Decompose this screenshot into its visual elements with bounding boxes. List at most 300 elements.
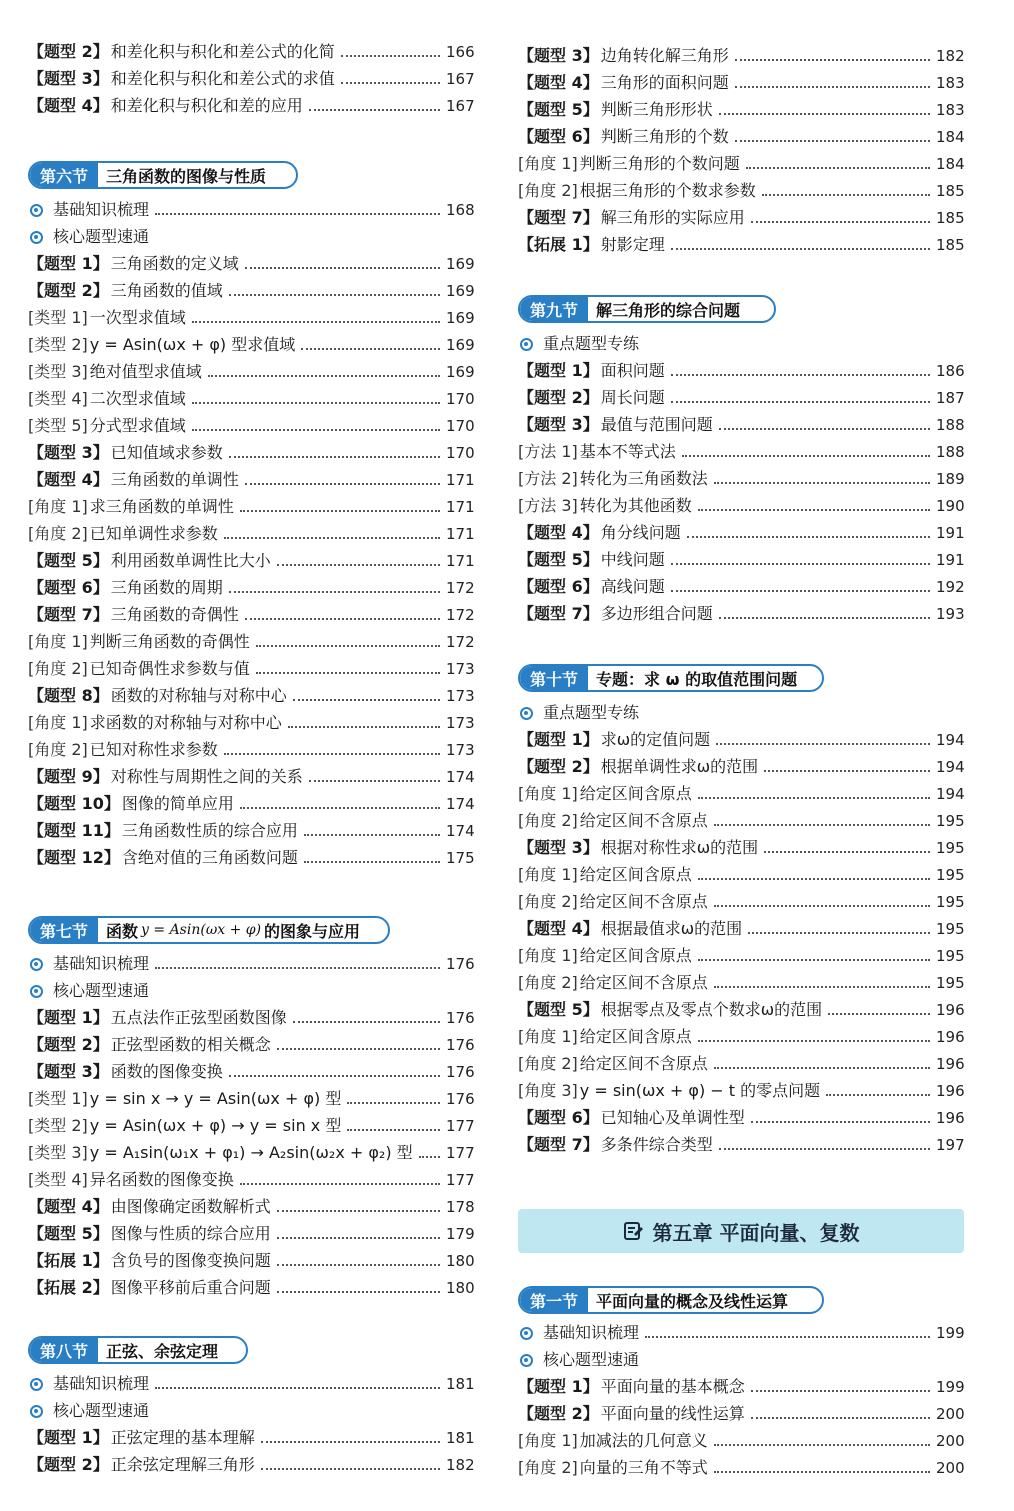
toc-entry[interactable]	[518, 1075, 964, 1101]
entry-page-number: 195	[936, 947, 965, 965]
dot-leader	[208, 375, 440, 377]
toc-entry[interactable]	[518, 355, 964, 381]
toc-entry[interactable]	[28, 626, 474, 652]
toc-entry[interactable]	[518, 517, 964, 543]
entry-page-number: 173	[446, 687, 475, 705]
entry-title: 三角函数性质的综合应用	[121, 821, 298, 840]
entry-tag: [类型 2]	[28, 1116, 88, 1135]
entry-title: 正弦型函数的相关概念	[110, 1035, 271, 1054]
toc-entry[interactable]	[518, 67, 964, 93]
toc-entry[interactable]	[518, 778, 964, 804]
toc-entry[interactable]	[518, 967, 964, 993]
section-number: 第一节	[520, 1288, 588, 1312]
entry-title: 对称性与周期性之间的关系	[110, 767, 303, 786]
entry-page-number: 194	[936, 785, 965, 803]
dot-leader	[671, 563, 930, 565]
entry-tag: [角度 1]	[518, 784, 578, 803]
dot-leader	[309, 780, 440, 782]
entry-page-number: 176	[446, 1036, 475, 1054]
entry-title: 根据最值求ω的范围	[600, 919, 743, 938]
toc-entry[interactable]	[28, 572, 474, 598]
entry-page-number: 196	[936, 1001, 965, 1019]
entry-title: 已知对称性求参数	[89, 740, 218, 759]
dot-leader	[645, 1336, 930, 1338]
entry-page-number: 177	[446, 1117, 475, 1135]
entry-tag: 【题型 4】	[518, 523, 599, 542]
toc-entry[interactable]	[28, 1083, 474, 1109]
toc-entry[interactable]	[28, 194, 474, 220]
circle-bullet-icon	[30, 958, 43, 971]
entry-page-number: 190	[936, 497, 965, 515]
entry-title: 三角函数的定义域	[110, 254, 239, 273]
entry-tag: 【题型 6】	[28, 578, 109, 597]
toc-entry[interactable]	[518, 382, 964, 408]
entry-page-number: 188	[936, 443, 965, 461]
dot-leader	[245, 618, 440, 620]
entry-title: 射影定理	[600, 235, 665, 254]
toc-entry[interactable]	[28, 1272, 474, 1298]
toc-entry[interactable]	[518, 571, 964, 597]
entry-page-number: 185	[936, 182, 965, 200]
toc-entry[interactable]	[518, 1317, 964, 1343]
dot-leader	[229, 456, 440, 458]
toc-entry[interactable]	[518, 94, 964, 120]
dot-leader	[746, 167, 930, 169]
toc-entry[interactable]	[28, 302, 474, 328]
entry-page-number: 195	[936, 974, 965, 992]
entry-tag: 【题型 7】	[518, 1135, 599, 1154]
entry-page-number: 182	[936, 47, 965, 65]
entry-tag: 【题型 5】	[28, 551, 109, 570]
dot-leader	[277, 564, 440, 566]
dot-leader	[751, 1390, 930, 1392]
entry-tag: [角度 2]	[28, 524, 88, 543]
entry-page-number: 171	[446, 525, 475, 543]
toc-entry[interactable]	[28, 1395, 474, 1421]
entry-tag: 【题型 4】	[28, 470, 109, 489]
entry-tag: [角度 3]	[518, 1081, 578, 1100]
dot-leader	[256, 645, 440, 647]
entry-title: 和差化积与积化和差公式的求值	[110, 69, 335, 88]
toc-entry[interactable]	[518, 1048, 964, 1074]
entry-title: 基础知识梳理	[543, 1323, 640, 1342]
entry-tag: 【题型 8】	[28, 686, 109, 705]
entry-page-number: 187	[936, 389, 965, 407]
toc-entry[interactable]	[518, 1425, 964, 1451]
entry-title: 给定区间不含原点	[579, 1054, 708, 1073]
entry-title: 核心题型速通	[53, 227, 150, 246]
entry-page-number: 169	[446, 282, 475, 300]
dot-leader	[719, 617, 930, 619]
entry-title: 重点题型专练	[543, 703, 640, 722]
toc-entry[interactable]	[518, 121, 964, 147]
dot-leader	[716, 743, 930, 745]
dot-leader	[224, 537, 440, 539]
entry-title: 含负号的图像变换问题	[110, 1251, 271, 1270]
toc-entry[interactable]	[28, 329, 474, 355]
toc-entry[interactable]	[518, 697, 964, 723]
entry-title: 边角转化解三角形	[600, 46, 729, 65]
toc-entry[interactable]	[28, 734, 474, 760]
chapter-banner	[518, 1209, 964, 1253]
entry-tag: [类型 3]	[28, 362, 88, 381]
circle-bullet-icon	[520, 338, 533, 351]
entry-page-number: 168	[446, 201, 475, 219]
entry-tag: 【拓展 1】	[518, 235, 599, 254]
entry-tag: 【题型 2】	[518, 388, 599, 407]
section-header	[518, 295, 776, 323]
dot-leader	[751, 1121, 930, 1123]
entry-title: 求函数的对称轴与对称中心	[89, 713, 282, 732]
entry-page-number: 171	[446, 471, 475, 489]
toc-entry[interactable]	[518, 409, 964, 435]
entry-page-number: 195	[936, 812, 965, 830]
dot-leader	[671, 590, 930, 592]
dot-leader	[714, 1067, 930, 1069]
dot-leader	[277, 1237, 440, 1239]
entry-page-number: 199	[936, 1378, 965, 1396]
entry-page-number: 172	[446, 606, 475, 624]
entry-page-number: 194	[936, 731, 965, 749]
toc-entry[interactable]	[518, 859, 964, 885]
dot-leader	[719, 1148, 930, 1150]
dot-leader	[764, 770, 930, 772]
dot-leader	[687, 536, 930, 538]
entry-tag: 【题型 6】	[518, 577, 599, 596]
entry-page-number: 189	[936, 470, 965, 488]
entry-title: 三角函数的值域	[110, 281, 223, 300]
entry-page-number: 179	[446, 1225, 475, 1243]
entry-tag: 【题型 2】	[518, 1404, 599, 1423]
entry-page-number: 174	[446, 822, 475, 840]
toc-entry[interactable]	[28, 1029, 474, 1055]
toc-entry[interactable]	[28, 948, 474, 974]
toc-entry[interactable]	[518, 751, 964, 777]
entry-page-number: 169	[446, 363, 475, 381]
toc-entry[interactable]	[518, 1452, 964, 1478]
section-title: 专题：求 ω 的取值范围问题	[596, 669, 798, 689]
dot-leader	[192, 429, 440, 431]
toc-entry[interactable]	[28, 1368, 474, 1394]
entry-tag: [类型 3]	[28, 1143, 88, 1162]
dot-leader	[714, 1444, 930, 1446]
toc-entry[interactable]	[518, 1129, 964, 1155]
dot-leader	[240, 807, 440, 809]
dot-leader	[304, 861, 440, 863]
toc-entry[interactable]	[28, 63, 474, 89]
toc-entry[interactable]	[28, 437, 474, 463]
entry-title: 给定区间含原点	[579, 946, 692, 965]
dot-leader	[764, 851, 930, 853]
section-number: 第六节	[30, 163, 98, 187]
entry-title: 给定区间不含原点	[579, 811, 708, 830]
toc-entry[interactable]	[518, 148, 964, 174]
entry-tag: [角度 1]	[518, 865, 578, 884]
toc-entry[interactable]	[518, 40, 964, 66]
entry-tag: 【题型 3】	[28, 1062, 109, 1081]
entry-title: 已知轴心及单调性型	[600, 1108, 745, 1127]
entry-page-number: 166	[446, 43, 475, 61]
entry-page-number: 185	[936, 209, 965, 227]
entry-title: 异名函数的图像变换	[89, 1170, 234, 1189]
entry-page-number: 173	[446, 660, 475, 678]
toc-entry[interactable]	[28, 599, 474, 625]
entry-tag: 【题型 7】	[28, 605, 109, 624]
entry-title: 已知单调性求参数	[89, 524, 218, 543]
entry-tag: [类型 1]	[28, 308, 88, 327]
entry-title: 向量的三角不等式	[579, 1458, 708, 1477]
circle-bullet-icon	[30, 1405, 43, 1418]
toc-entry[interactable]	[518, 598, 964, 624]
toc-entry[interactable]	[28, 383, 474, 409]
circle-bullet-icon	[30, 1378, 43, 1391]
circle-bullet-icon	[30, 231, 43, 244]
entry-page-number: 170	[446, 417, 475, 435]
dot-leader	[277, 1291, 440, 1293]
dot-leader	[719, 428, 930, 430]
toc-entry[interactable]	[28, 707, 474, 733]
entry-title: 多条件综合类型	[600, 1135, 713, 1154]
entry-title: 角分线问题	[600, 523, 681, 542]
entry-page-number: 170	[446, 444, 475, 462]
entry-title: 核心题型速通	[53, 1401, 150, 1420]
toc-entry[interactable]	[518, 994, 964, 1020]
toc-entry[interactable]	[28, 653, 474, 679]
section-number: 第七节	[30, 918, 98, 942]
toc-entry[interactable]	[28, 1218, 474, 1244]
dot-leader	[309, 109, 440, 111]
entry-page-number: 177	[446, 1171, 475, 1189]
toc-entry[interactable]	[518, 328, 964, 354]
entry-tag: 【题型 2】	[28, 281, 109, 300]
toc-entry[interactable]	[518, 832, 964, 858]
toc-entry[interactable]	[518, 175, 964, 201]
entry-title: y = Asin(ωx + φ) → y = sin x 型	[89, 1116, 342, 1135]
entry-tag: [类型 2]	[28, 335, 88, 354]
entry-page-number: 196	[936, 1028, 965, 1046]
entry-title: 判断三角形形状	[600, 100, 713, 119]
dot-leader	[714, 905, 930, 907]
entry-title: 判断三角形的个数	[600, 127, 729, 146]
entry-title: 利用函数单调性比大小	[110, 551, 271, 570]
toc-entry[interactable]	[28, 680, 474, 706]
toc-entry[interactable]	[28, 1056, 474, 1082]
dot-leader	[826, 1094, 930, 1096]
entry-title: 求ω的定值问题	[600, 730, 711, 749]
toc-entry[interactable]	[28, 518, 474, 544]
dot-leader	[240, 1183, 440, 1185]
entry-tag: 【拓展 2】	[28, 1278, 109, 1297]
entry-title: 含绝对值的三角函数问题	[121, 848, 298, 867]
toc-entry[interactable]	[28, 1164, 474, 1190]
entry-tag: 【题型 1】	[518, 361, 599, 380]
toc-entry[interactable]	[28, 36, 474, 62]
toc-entry[interactable]	[28, 275, 474, 301]
section-number: 第八节	[30, 1338, 98, 1362]
entry-title: 函数的对称轴与对称中心	[110, 686, 287, 705]
entry-page-number: 200	[936, 1405, 965, 1423]
entry-page-number: 196	[936, 1082, 965, 1100]
section-header	[518, 664, 824, 692]
toc-entry[interactable]	[518, 202, 964, 228]
entry-title: 周长问题	[600, 388, 665, 407]
entry-tag: 【题型 3】	[518, 415, 599, 434]
toc-entry[interactable]	[518, 913, 964, 939]
entry-title: 根据三角形的个数求参数	[579, 181, 756, 200]
entry-page-number: 169	[446, 309, 475, 327]
entry-page-number: 176	[446, 955, 475, 973]
toc-entry[interactable]	[518, 805, 964, 831]
entry-page-number: 183	[936, 101, 965, 119]
toc-entry[interactable]	[28, 248, 474, 274]
dot-leader	[229, 1075, 440, 1077]
entry-title: 三角形的面积问题	[600, 73, 729, 92]
entry-tag: [角度 2]	[518, 1458, 578, 1477]
entry-page-number: 184	[936, 155, 965, 173]
toc-entry[interactable]	[518, 544, 964, 570]
entry-page-number: 177	[446, 1144, 475, 1162]
entry-tag: [角度 2]	[28, 659, 88, 678]
entry-tag: [方法 2]	[518, 469, 578, 488]
entry-page-number: 176	[446, 1090, 475, 1108]
toc-entry[interactable]	[28, 761, 474, 787]
toc-entry[interactable]	[518, 229, 964, 255]
entry-tag: 【题型 1】	[28, 254, 109, 273]
dot-leader	[735, 140, 930, 142]
toc-entry[interactable]	[518, 940, 964, 966]
toc-entry[interactable]	[518, 490, 964, 516]
entry-title: 和差化积与积化和差公式的化简	[110, 42, 335, 61]
toc-entry[interactable]	[28, 90, 474, 116]
toc-entry[interactable]	[28, 410, 474, 436]
section-title: 平面向量的概念及线性运算	[596, 1291, 789, 1311]
section-number: 第九节	[520, 297, 588, 321]
entry-page-number: 195	[936, 839, 965, 857]
entry-page-number: 199	[936, 1324, 965, 1342]
section-title: 解三角形的综合问题	[596, 300, 741, 320]
toc-entry[interactable]	[518, 724, 964, 750]
entry-tag: 【题型 5】	[518, 100, 599, 119]
toc-entry[interactable]	[28, 815, 474, 841]
entry-page-number: 178	[446, 1198, 475, 1216]
entry-tag: 【拓展 1】	[28, 1251, 109, 1270]
toc-entry[interactable]	[28, 1137, 474, 1163]
toc-entry[interactable]	[518, 436, 964, 462]
entry-title: 已知奇偶性求参数与值	[89, 659, 250, 678]
toc-entry[interactable]	[28, 788, 474, 814]
entry-title: 给定区间含原点	[579, 865, 692, 884]
entry-tag: [类型 4]	[28, 1170, 88, 1189]
toc-entry[interactable]	[518, 1371, 964, 1397]
entry-title: 平面向量的基本概念	[600, 1377, 745, 1396]
dot-leader	[301, 348, 440, 350]
entry-title: 三角函数的奇偶性	[110, 605, 239, 624]
entry-page-number: 170	[446, 390, 475, 408]
toc-entry[interactable]	[28, 464, 474, 490]
dot-leader	[762, 194, 930, 196]
circle-bullet-icon	[30, 204, 43, 217]
entry-tag: 【题型 1】	[518, 730, 599, 749]
toc-entry[interactable]	[28, 1245, 474, 1271]
entry-title: 判断三角函数的奇偶性	[89, 632, 250, 651]
entry-tag: [角度 1]	[28, 497, 88, 516]
entry-page-number: 192	[936, 578, 965, 596]
dot-leader	[698, 797, 930, 799]
entry-tag: 【题型 2】	[518, 757, 599, 776]
entry-tag: [角度 2]	[518, 181, 578, 200]
entry-page-number: 196	[936, 1055, 965, 1073]
entry-title: 函数的图像变换	[110, 1062, 223, 1081]
toc-entry[interactable]	[28, 1191, 474, 1217]
toc-entry[interactable]	[28, 1422, 474, 1448]
dot-leader	[748, 932, 930, 934]
entry-tag: 【题型 5】	[518, 550, 599, 569]
dot-leader	[304, 834, 440, 836]
entry-tag: 【题型 4】	[28, 96, 109, 115]
entry-page-number: 167	[446, 70, 475, 88]
entry-title: 和差化积与积化和差的应用	[110, 96, 303, 115]
entry-title: y = A₁sin(ω₁x + φ₁) → A₂sin(ω₂x + φ₂) 型	[89, 1143, 413, 1162]
entry-title: 加减法的几何意义	[579, 1431, 708, 1450]
entry-page-number: 200	[936, 1459, 965, 1477]
entry-tag: 【题型 9】	[28, 767, 109, 786]
toc-entry[interactable]	[28, 356, 474, 382]
toc-entry[interactable]	[28, 842, 474, 868]
dot-leader	[751, 221, 930, 223]
toc-entry[interactable]	[518, 1021, 964, 1047]
section-header	[518, 1286, 824, 1314]
entry-tag: 【题型 10】	[28, 794, 120, 813]
toc-entry[interactable]	[28, 221, 474, 247]
entry-title: 三角函数的周期	[110, 578, 223, 597]
toc-entry[interactable]	[28, 1002, 474, 1028]
toc-entry[interactable]	[518, 1398, 964, 1424]
dot-leader	[698, 1040, 930, 1042]
entry-page-number: 174	[446, 795, 475, 813]
dot-leader	[192, 402, 440, 404]
entry-tag: 【题型 6】	[518, 1108, 599, 1127]
section-header	[28, 1336, 248, 1364]
dot-leader	[229, 294, 440, 296]
toc-entry[interactable]	[28, 975, 474, 1001]
entry-tag: [角度 1]	[518, 1431, 578, 1450]
edit-note-icon	[623, 1220, 645, 1242]
toc-entry[interactable]	[28, 1449, 474, 1475]
dot-leader	[245, 267, 440, 269]
dot-leader	[682, 455, 930, 457]
entry-title: 核心题型速通	[543, 1350, 640, 1369]
entry-title: 一次型求值域	[89, 308, 186, 327]
toc-entry[interactable]	[518, 463, 964, 489]
dot-leader	[240, 510, 440, 512]
dot-leader	[192, 321, 440, 323]
toc-entry[interactable]	[518, 1344, 964, 1370]
entry-title: 三角函数的单调性	[110, 470, 239, 489]
entry-page-number: 169	[446, 255, 475, 273]
toc-entry[interactable]	[518, 886, 964, 912]
toc-entry[interactable]	[518, 1102, 964, 1128]
entry-title: 已知值域求参数	[110, 443, 223, 462]
dot-leader	[698, 959, 930, 961]
section-header	[28, 916, 390, 944]
dot-leader	[714, 482, 930, 484]
entry-title: y = sin x → y = Asin(ωx + φ) 型	[89, 1089, 342, 1108]
toc-entry[interactable]	[28, 491, 474, 517]
toc-entry[interactable]	[28, 1110, 474, 1136]
entry-tag: [角度 1]	[28, 713, 88, 732]
entry-title: 根据单调性求ω的范围	[600, 757, 759, 776]
toc-entry[interactable]	[28, 545, 474, 571]
